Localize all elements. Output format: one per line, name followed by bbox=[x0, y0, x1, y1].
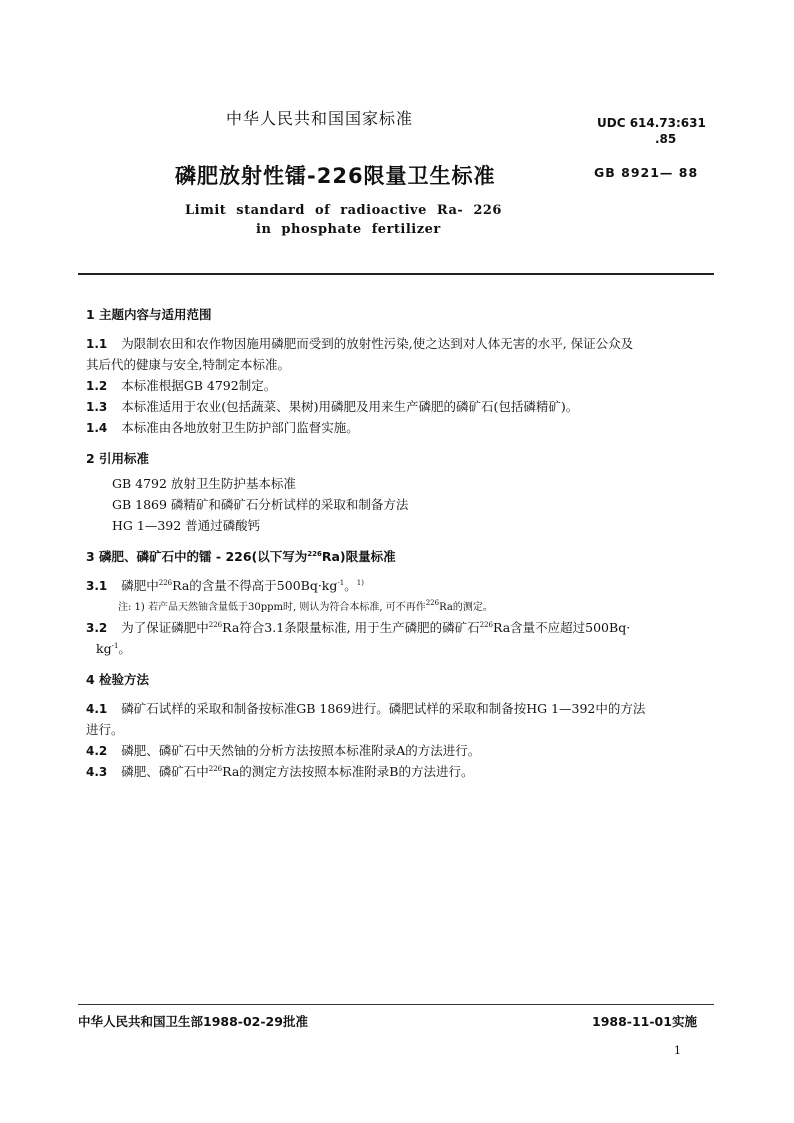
clause-number: 4.2 bbox=[86, 744, 108, 758]
clause-4-1 bbox=[86, 699, 645, 717]
clause-text: 磷矿石试样的采取和制备按标准GB 1869进行。磷肥试样的采取和制备按HG 1—392中的方法 bbox=[121, 701, 646, 716]
superscript: 226 bbox=[208, 621, 223, 629]
clause-number: 3.1 bbox=[86, 579, 108, 593]
clause-number: 3.2 bbox=[86, 621, 108, 635]
note-text: 注: 1) 若产品天然铀含量低于30ppm时, 则认为符合本标准, 可不再作 bbox=[118, 602, 426, 613]
clause-number: 1.3 bbox=[86, 400, 108, 414]
reference-item: GB 1869 磷精矿和磷矿石分析试样的采取和制备方法 bbox=[112, 497, 409, 512]
text-part: 。 bbox=[344, 578, 357, 593]
section-1-heading: 1 主题内容与适用范围 bbox=[86, 307, 212, 322]
clause-number: 4.3 bbox=[86, 765, 108, 779]
heading-text: 3 磷肥、磷矿石中的镭 - 226(以下写为 bbox=[86, 549, 308, 564]
footnote-mark: 1) bbox=[356, 579, 364, 587]
section-3-heading bbox=[86, 547, 396, 565]
clause-number: 1.2 bbox=[86, 379, 108, 393]
text-part: 磷肥、磷矿石中 bbox=[121, 764, 209, 779]
gb-number: GB 8921— 88 bbox=[594, 165, 699, 180]
clause-text: 本标准适用于农业(包括蔬菜、果树)用磷肥及用来生产磷肥的磷矿石(包括磷精矿)。 bbox=[121, 399, 579, 414]
clause-number: 1.4 bbox=[86, 421, 108, 435]
clause-text bbox=[121, 764, 473, 779]
approval-line: 中华人民共和国卫生部1988-02-29批准 bbox=[78, 1014, 308, 1029]
document-title-en-line1: Limit standard of radioactive Ra- 226 bbox=[185, 203, 502, 218]
clause-4-1-cont: 进行。 bbox=[86, 722, 124, 737]
udc-code: UDC 614.73:631 bbox=[597, 116, 706, 130]
clause-text bbox=[121, 578, 364, 593]
clause-text: 本标准由各地放射卫生防护部门监督实施。 bbox=[121, 420, 359, 435]
superscript: 226 bbox=[158, 579, 173, 587]
clause-text: 本标准根据GB 4792制定。 bbox=[121, 378, 277, 393]
clause-1-1 bbox=[86, 334, 633, 352]
text-part: 磷肥中 bbox=[121, 578, 159, 593]
text-part: 为了保证磷肥中 bbox=[121, 620, 209, 635]
text-part: Ra含量不应超过500Bq· bbox=[493, 620, 631, 635]
clause-1-1-cont: 其后代的健康与安全,特制定本标准。 bbox=[86, 357, 290, 372]
footer-rule bbox=[78, 1004, 714, 1005]
superscript: -1 bbox=[111, 642, 119, 650]
text-part: Ra符合3.1条限量标准, 用于生产磷肥的磷矿石 bbox=[222, 620, 480, 635]
note-1 bbox=[118, 598, 493, 613]
header-rule bbox=[78, 273, 714, 275]
superscript: -1 bbox=[337, 579, 345, 587]
effective-date: 1988-11-01实施 bbox=[592, 1014, 697, 1029]
page-number: 1 bbox=[674, 1044, 681, 1057]
clause-4-2 bbox=[86, 741, 480, 759]
clause-text bbox=[121, 620, 630, 635]
text-part: Ra的含量不得高于500Bq·kg bbox=[172, 578, 338, 593]
clause-3-2 bbox=[86, 618, 630, 636]
clause-text: 为限制农田和农作物因施用磷肥而受到的放射性污染,使之达到对人体无害的水平, 保证公众及 bbox=[121, 336, 634, 351]
clause-number: 1.1 bbox=[86, 337, 108, 351]
clause-3-1 bbox=[86, 576, 364, 594]
note-text: Ra的测定。 bbox=[439, 602, 493, 613]
superscript: 226 bbox=[208, 765, 223, 773]
superscript: 226 bbox=[425, 599, 440, 607]
clause-1-2 bbox=[86, 376, 276, 394]
standard-org: 中华人民共和国国家标准 bbox=[226, 109, 414, 128]
heading-text: Ra)限量标准 bbox=[321, 549, 396, 564]
text-part: kg bbox=[96, 641, 112, 656]
udc-code-cont: .85 bbox=[655, 132, 677, 146]
clause-3-2-cont bbox=[96, 639, 131, 657]
reference-item: HG 1—392 普通过磷酸钙 bbox=[112, 518, 261, 533]
reference-item: GB 4792 放射卫生防护基本标准 bbox=[112, 476, 296, 491]
clause-1-3 bbox=[86, 397, 578, 415]
document-title-en-line2: in phosphate fertilizer bbox=[256, 222, 441, 237]
document-title-cn: 磷肥放射性镭-226限量卫生标准 bbox=[175, 164, 496, 188]
clause-1-4 bbox=[86, 418, 359, 436]
section-4-heading: 4 检验方法 bbox=[86, 672, 150, 687]
text-part: 。 bbox=[118, 641, 131, 656]
clause-text: 磷肥、磷矿石中天然铀的分析方法按照本标准附录A的方法进行。 bbox=[121, 743, 481, 758]
superscript: 226 bbox=[479, 621, 493, 629]
section-2-heading: 2 引用标准 bbox=[86, 451, 150, 466]
text-part: Ra的测定方法按照本标准附录B的方法进行。 bbox=[222, 764, 474, 779]
clause-number: 4.1 bbox=[86, 702, 108, 716]
superscript: 226 bbox=[307, 550, 322, 558]
clause-4-3 bbox=[86, 762, 473, 780]
